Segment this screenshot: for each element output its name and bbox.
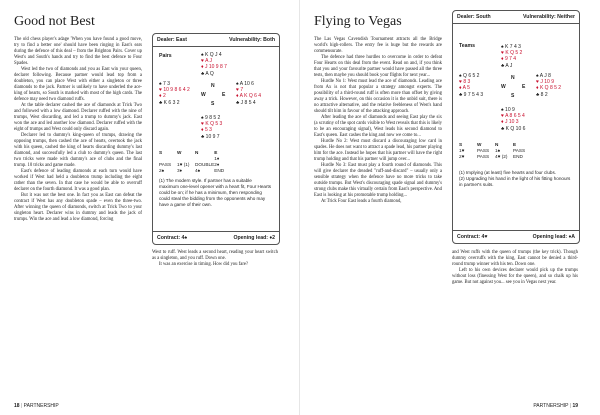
compass-west: W <box>501 84 506 90</box>
paragraph: At Trick Four East leads a fourth diamond, <box>321 199 402 204</box>
paragraph: Declarer led to dummy's king-queen of trumps, drawing the opposing trumps, then cashed the ace of hearts, overtook the jack with his queen, cashed the king of hearts discarding dummy's last diamond, and successfully led a club to dummy's queen. The last two tricks were made with dummy's ace of clubs and the final trump. 10 tricks and game made. <box>14 133 142 168</box>
east-hand <box>536 73 561 98</box>
compass-south: S <box>511 93 515 99</box>
bid: 1♥ (1) <box>177 161 190 167</box>
paragraph: Left to his own devices declarer would pick up the trumps without loss (finessing West for the queen), and so chalk up his game. But not against you... see you in Vegas next year. <box>452 268 578 285</box>
clubs-holding: ♣ K Q 10 6 <box>501 125 526 132</box>
paragraph: Hurdle No 1: West must lead the ace of diamonds. Leading ace from Ax is not that popular a strategy amongst experts. The possibility of a third-round ruff is often more than offset by giving away a trick. However, on this occasion it is the unbid suit, there is no attractive alternative, and the relative feebleness of West's hand should tilt him in favour of the attacking approach. <box>314 79 442 114</box>
contract-label: Contract: 4♥ <box>457 234 488 240</box>
bid: 2♥ <box>459 153 465 159</box>
compass-north: N <box>511 75 515 81</box>
paragraph: East's defence of leading diamonds at each turn would have worked if West had held a doubleton trump including the eight rather than the seven. In that case he would be able to overruff declarer on the fourth diamond. It was a good plan. <box>14 169 142 192</box>
bid: PASS <box>513 147 526 153</box>
deal-header <box>453 11 579 24</box>
paragraph: At the table declarer cashed the ace of diamonds at Trick Two and followed with a low diamond. Declarer ruffed with the nine of trumps, West discarding, and led a trump to dummy's jack. East won the ace and led another low diamond. Declarer ruffed with the eight of trumps and West could only discard again. <box>14 103 142 132</box>
hearts-holding: ♥ 10 9 8 6 4 2 <box>159 87 190 94</box>
compass <box>201 83 227 109</box>
paragraph: The old chess player's adage 'When you have found a good move, try to find a better one' should have been ringing in East's ears during the defence of this deal – from the Brighton Pairs. Cover up West's and South's hands and try to find the best defence to Four Spades. <box>14 37 142 66</box>
bidding-row <box>459 153 531 159</box>
west-hand <box>459 73 483 98</box>
bid: 1♠ <box>495 147 501 153</box>
hearts-holding: ♥ A 8 6 5 4 <box>501 113 525 120</box>
east-hand <box>236 81 261 106</box>
bid: DOUBLE <box>195 161 215 167</box>
article-title: Good not Best <box>14 14 95 29</box>
vulnerability-label: Vulnerability: Neither <box>523 14 575 20</box>
compass-south: S <box>211 101 215 107</box>
spades-holding: ♠ K Q J 4 <box>201 52 222 58</box>
event-form: Teams <box>459 43 476 49</box>
bid: PASS <box>477 153 490 159</box>
bidding-row <box>159 168 232 174</box>
bid: END <box>214 168 225 174</box>
hearts-holding: ♥ A J <box>201 58 213 65</box>
diamonds-holding: ♦ K Q 8 5 2 <box>536 85 562 92</box>
paragraph: The Las Vegas Cavendish Tournament attracts all the Bridge world's high-rollers. The entry fee is huge but the rewards are commensurate. <box>314 37 442 54</box>
hearts-holding: ♥ J 10 9 <box>536 79 554 86</box>
footer-separator: | <box>569 403 573 409</box>
hearts-holding: ♥ K Q 5 3 <box>201 121 223 128</box>
opening-lead-label: Opening lead: ♦2 <box>233 235 275 241</box>
page-footer <box>0 401 300 415</box>
bidding-notes <box>159 178 273 208</box>
seat-south: S <box>159 149 163 155</box>
hearts-holding: ♥ 8 3 <box>459 79 471 86</box>
seat-north: N <box>495 141 499 147</box>
clubs-holding: ♣ K 6 3 2 <box>159 99 180 106</box>
diamonds-holding: ♦ J 10 3 <box>501 119 519 126</box>
bidding-table <box>159 149 232 174</box>
clubs-holding: ♣ 9 7 5 4 3 <box>459 91 484 98</box>
dealer-label: Dealer: East <box>157 37 187 43</box>
spades-holding: ♠ A J 8 <box>536 73 551 79</box>
diamonds-holding: ♦ 9 7 4 <box>501 56 517 63</box>
spades-holding: ♠ 7 3 <box>159 81 170 87</box>
bid: PASS <box>477 147 490 153</box>
bidding-notes <box>459 164 573 194</box>
seat-west: W <box>177 149 182 155</box>
article-column-1 <box>14 37 142 223</box>
clubs-holding: ♣ A Q <box>201 70 214 77</box>
article-title: Flying to Vegas <box>314 14 402 29</box>
diamonds-holding: ♦ A 5 <box>459 85 470 92</box>
note: (1) Implying (at least) five hearts and four clubs. (2) Upgrading his hand in the light of his fitting honours in partner's suits. <box>459 170 571 187</box>
bid: 2♦ <box>214 161 220 167</box>
note: (1) The modern style. If partner has a suitable maximum one-level opener with a heart fit, Four Hearts could be on; if he has a minimum, then responding could steal the bidding from the opponents who may have a game of their own. <box>159 178 272 207</box>
hearts-holding: ♥ K Q 5 2 <box>501 50 523 57</box>
deal-box <box>452 10 580 244</box>
west-hand <box>159 81 190 106</box>
deal-box <box>152 33 280 245</box>
running-head: PARTNERSHIP <box>23 403 59 409</box>
deal-header <box>153 34 279 47</box>
bid: 4♥ (2) <box>495 153 508 159</box>
paragraph: Hurdle No 3: East must play a fourth round of diamonds. This will give declarer the dreaded "ruff-and-discard" – usually only a sensible strategy when the defence have no more tricks to take outside trumps. But West's discouraging spade signal and dummy's strong clubs make this virtually certain from East's perspective. And East is looking at his promotable trump holding... <box>314 163 442 198</box>
clubs-holding: ♣ J 8 5 4 <box>236 99 256 106</box>
page-number: 18 <box>14 403 20 409</box>
seat-east: E <box>214 149 218 155</box>
running-head: PARTNERSHIP <box>533 403 569 409</box>
opening-lead-label: Opening lead: ♦A <box>532 234 575 240</box>
diamonds-holding: ♦ 5 3 <box>201 127 212 134</box>
clubs-holding: ♣ 8 2 <box>536 91 548 98</box>
spades-holding: ♠ 9 8 5 2 <box>201 115 221 121</box>
right-page <box>300 0 600 415</box>
article-column-2 <box>152 250 278 268</box>
clubs-holding: ♣ A J <box>501 62 513 69</box>
vulnerability-label: Vulnerability: Both <box>229 37 275 43</box>
spades-holding: ♠ Q 6 5 2 <box>459 73 480 79</box>
paragraph: and West ruffs with the queen of trumps (the key trick). Though dummy overruffs with the king, East cannot be denied a third-round trump winner with his ten. Down one. <box>452 250 578 267</box>
footer-right <box>533 403 578 409</box>
article-column-2 <box>452 250 578 286</box>
bid: 4♠ <box>195 168 201 174</box>
deal-footer <box>453 230 579 243</box>
diamonds-holding: ♦ 2 <box>159 93 166 100</box>
paragraph: It was an exercise in timing. How did you fare? <box>159 262 249 267</box>
compass-north: N <box>211 83 215 89</box>
compass-west: W <box>201 92 206 98</box>
contract-label: Contract: 4♠ <box>157 235 188 241</box>
paragraph: West to ruff. West leads a second heart, reading your heart switch as a singleton, and you ruff. Down one. <box>152 250 278 261</box>
spades-holding: ♠ A 10 6 <box>236 81 254 87</box>
south-hand <box>201 115 222 140</box>
seat-north: N <box>195 149 199 155</box>
seat-east: E <box>513 141 517 147</box>
footer-separator: | <box>20 403 24 409</box>
bid: 1♦ <box>214 155 220 161</box>
north-hand <box>201 52 227 77</box>
dealer-label: Dealer: South <box>457 14 491 20</box>
footer-left <box>14 403 59 409</box>
paragraph: After leading the ace of diamonds and seeing East play the six (a scrutiny of the spot cards visible to West reveals that this is likely to be an encouraging signal), West leads his second diamond to East's queen. East cashes the king and now we come to... <box>314 115 442 138</box>
bid: 2♠ <box>159 168 165 174</box>
paragraph: But it was not the best one. In fact you as East can defeat the contract if West has any doubleton spade – even the three-two. After winning the queen of diamonds, switch at Trick Two to your singleton heart. Declarer wins in dummy and leads the jack of trumps. Win the ace and lead a low diamond, forcing <box>14 193 142 222</box>
compass-east: E <box>522 84 526 90</box>
compass <box>501 75 527 101</box>
bid: PASS <box>159 161 172 167</box>
spades-holding: ♠ K 7 4 3 <box>501 44 521 50</box>
compass-east: E <box>222 92 226 98</box>
page-number: 19 <box>572 403 578 409</box>
deal-footer <box>153 231 279 244</box>
diamonds-holding: ♦ J 10 9 8 7 <box>201 64 227 71</box>
hearts-holding: ♥ 7 <box>236 87 244 94</box>
bidding-table <box>459 141 531 160</box>
bid: 3♦ <box>177 168 182 174</box>
bid: END <box>513 153 523 159</box>
clubs-holding: ♣ 10 9 7 <box>201 133 220 140</box>
bid: 1♥ <box>459 147 465 153</box>
event-form: Pairs <box>159 53 172 59</box>
south-hand <box>501 107 525 132</box>
diamonds-holding: ♦ A K Q 6 4 <box>236 93 262 100</box>
seat-west: W <box>477 141 482 147</box>
paragraph: The defence had three hurdles to overcome in order to defeat Four Hearts on this deal from the event. Read on and, if you think that you and your favourite partner would have passed all the three tests, then maybe you should book your flights for next year... <box>314 55 442 78</box>
north-hand <box>501 44 522 69</box>
spades-holding: ♠ 10 9 <box>501 107 515 113</box>
paragraph: West led the two of diamonds and you as East win your queen, declarer following. Because partner would lead top from a doubleton, you can place West with either a singleton or three diamonds to the jack. Partner is unlikely to have underled the ace-king of hearts, so South is marked with most of the high cards. The defence may need two diamond ruffs. <box>14 67 142 102</box>
seat-south: S <box>459 141 463 147</box>
article-column-1 <box>314 37 442 205</box>
paragraph: Hurdle No 2: West must discard a discouraging low card in spades. He does not want to attract a spade lead, his partner playing him for the ace. Instead he hopes that his partner will have the right trump holding and that his partner will jump over... <box>314 139 442 162</box>
page-footer <box>300 401 600 415</box>
